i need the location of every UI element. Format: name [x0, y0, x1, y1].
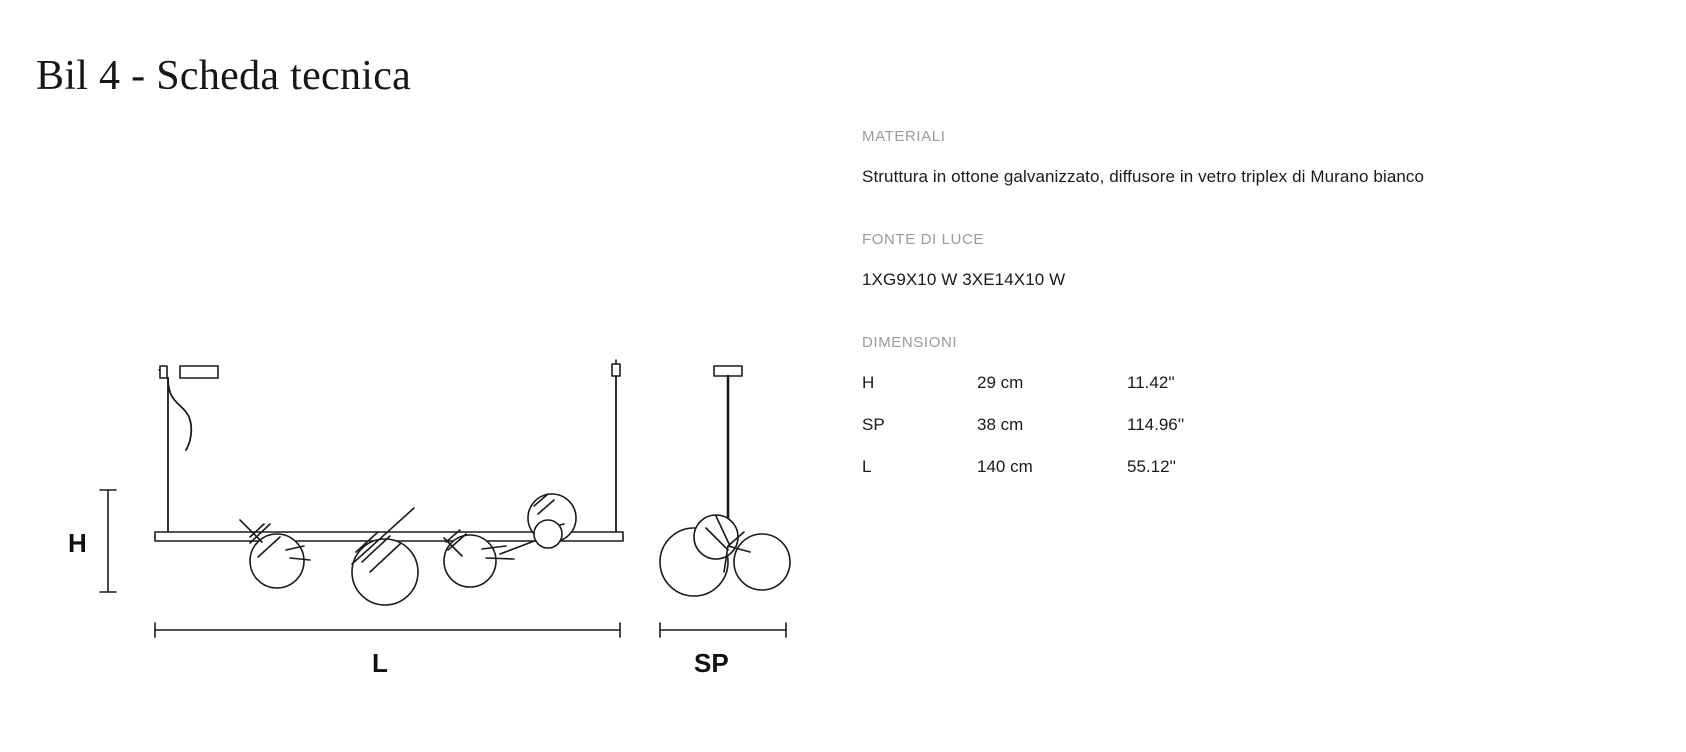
dimension-imperial: 11.42'' [1127, 373, 1175, 392]
dimension-name: SP [862, 415, 885, 434]
dimensions-table [862, 373, 1287, 499]
table-row [862, 415, 1287, 457]
page-title: Bil 4 - Scheda tecnica [36, 53, 412, 99]
light-source-value: 1XG9X10 W 3XE14X10 W [862, 270, 1066, 289]
materials-label: MATERIALI [862, 128, 946, 145]
dimension-label-l: L [372, 648, 388, 678]
specifications-panel [862, 128, 1662, 499]
dimension-label-h: H [68, 528, 87, 558]
dimension-imperial: 55.12'' [1127, 457, 1177, 476]
materials-value: Struttura in ottone galvanizzato, diffusore in vetro triplex di Murano bianco [862, 167, 1425, 186]
dimension-name: H [862, 373, 875, 392]
dimension-metric: 140 cm [977, 457, 1033, 476]
dimensions-label: DIMENSIONI [862, 334, 958, 351]
dimension-name: L [862, 457, 872, 476]
dimension-metric: 38 cm [977, 415, 1024, 434]
technical-drawing [0, 330, 860, 730]
technical-drawing-svg [0, 330, 860, 730]
table-row [862, 373, 1287, 415]
dimension-label-sp: SP [694, 648, 729, 678]
dimension-imperial: 114.96'' [1127, 415, 1185, 434]
table-row [862, 457, 1287, 499]
light-source-label: FONTE DI LUCE [862, 231, 984, 248]
dimension-metric: 29 cm [977, 373, 1024, 392]
